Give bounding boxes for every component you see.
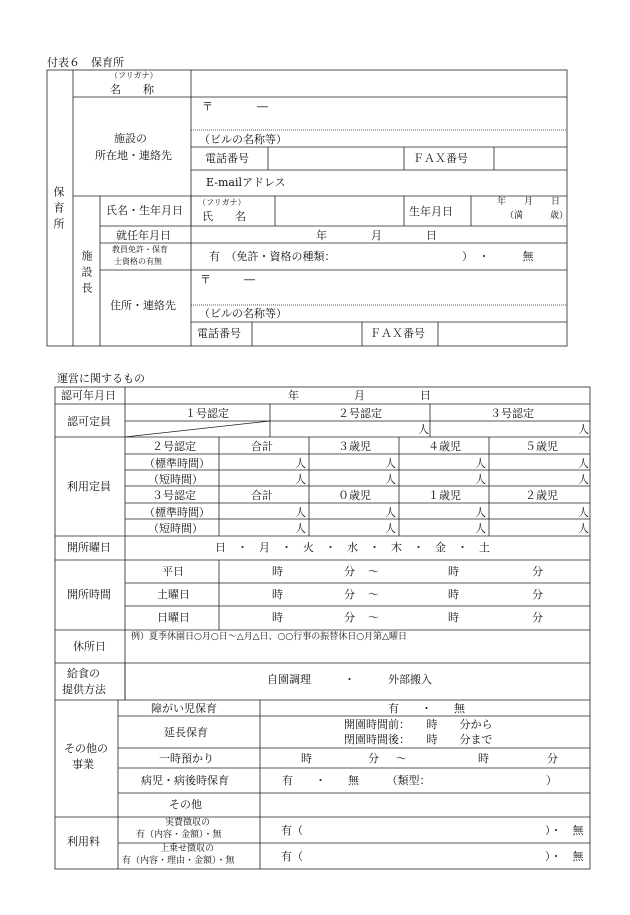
building-name-field-2[interactable]: （ビルの名称等） xyxy=(199,307,287,320)
age5-label: ５歳児 xyxy=(525,440,558,453)
furigana-label: （フリガナ） xyxy=(110,71,158,80)
unit: 人 xyxy=(385,506,396,519)
director-label: 施設長 xyxy=(80,250,93,298)
section-title-operation: 運営に関するもの xyxy=(57,372,145,385)
hour: 時 xyxy=(448,611,459,624)
phone-label: 電話番号 xyxy=(205,152,249,165)
unit: 人 xyxy=(295,457,306,470)
standard-label: （標準時間） xyxy=(144,506,210,519)
auth-date-value: 年 月 日 xyxy=(288,389,431,402)
cert3-short-label: ３号認定 xyxy=(152,489,196,502)
building-name-field[interactable]: （ビルの名称等） xyxy=(199,133,287,146)
total-label: 合計 xyxy=(251,440,273,453)
unit: 人 xyxy=(385,457,396,470)
birth-age: （満 歳） xyxy=(505,211,569,221)
director-name-birth-label: 氏名・生年月日 xyxy=(106,204,183,217)
unit: 人 xyxy=(475,473,486,486)
unit: 人 xyxy=(578,506,589,519)
standard-label: （標準時間） xyxy=(144,457,210,470)
cert2-label: ２号認定 xyxy=(338,407,382,420)
unit: 人 xyxy=(578,473,589,486)
saturday-label: 土曜日 xyxy=(157,588,190,601)
other-label-2: 事業 xyxy=(72,758,94,771)
unit: 人 xyxy=(385,473,396,486)
capacity-label: 認可定員 xyxy=(67,415,111,428)
tilde: ～ xyxy=(368,588,379,601)
unit-cert2: 人 xyxy=(418,423,429,436)
unit-cert3: 人 xyxy=(578,423,589,436)
phone-label-2: 電話番号 xyxy=(197,327,241,340)
fee1-label-2: 有（内容・金額）・無 xyxy=(136,830,222,840)
fee-label: 利用料 xyxy=(67,835,100,848)
unit: 人 xyxy=(295,473,306,486)
meal-label-1: 給食の xyxy=(67,667,100,680)
closed-example[interactable]: 例）夏季休園日○月○日～△月△日、○○行事の振替休日○月第△曜日 xyxy=(131,632,408,642)
disabled-label: 障がい児保育 xyxy=(151,702,217,715)
minute: 分 xyxy=(532,588,543,601)
birth-ymd: 年 月 日 xyxy=(497,197,561,207)
unit: 人 xyxy=(295,506,306,519)
open-days-label: 開所曜日 xyxy=(67,541,111,554)
hour: 時 xyxy=(448,588,459,601)
auth-date-label: 認可年月日 xyxy=(61,389,116,402)
hour: 時 xyxy=(478,752,489,765)
tilde: ～ xyxy=(396,752,407,765)
age4-label: ４歳児 xyxy=(428,440,461,453)
meal-label-2: 提供方法 xyxy=(62,683,106,696)
weekday-label: 平日 xyxy=(162,565,184,578)
usage-label: 利用定員 xyxy=(67,480,111,493)
unit: 人 xyxy=(475,506,486,519)
form-title: 付表６ 保育所 xyxy=(47,56,124,69)
cert1-label: １号認定 xyxy=(185,407,229,420)
unit: 人 xyxy=(578,522,589,535)
minute: 分 xyxy=(344,588,355,601)
tilde: ～ xyxy=(368,565,379,578)
email-label: E-mailアドレス xyxy=(206,176,286,189)
ext-before[interactable]: 開園時間前： 時 分から xyxy=(344,718,493,731)
fee2-label-1: 上乗せ徴収の xyxy=(160,844,215,854)
total-label: 合計 xyxy=(251,489,273,502)
fax-label-2: ＦＡＸ番号 xyxy=(370,327,425,340)
sick-value[interactable]: 有 ・ 無 （類型： ） xyxy=(282,774,557,787)
age3-label: ３歳児 xyxy=(338,440,371,453)
meal-value[interactable]: 自園調理 ・ 外部搬入 xyxy=(267,673,432,686)
minute: 分 xyxy=(532,611,543,624)
director-furigana-label: （フリガナ） xyxy=(198,198,246,207)
license-value[interactable]: 有 （免許・資格の種類： ） ・ 無 xyxy=(209,250,534,263)
sunday-label: 日曜日 xyxy=(157,611,190,624)
appoint-ymd: 年 月 日 xyxy=(316,229,437,242)
unit: 人 xyxy=(385,522,396,535)
fee2-label-2: 有（内容・理由・金額）・無 xyxy=(122,856,235,866)
minute: 分 xyxy=(344,611,355,624)
short-label: （短時間） xyxy=(148,473,203,486)
appoint-label: 就任年月日 xyxy=(116,229,171,242)
unit: 人 xyxy=(475,457,486,470)
license-label-1: 教員免許・保育 xyxy=(112,245,168,254)
unit: 人 xyxy=(475,522,486,535)
sick-label: 病児・病後時保育 xyxy=(141,774,229,787)
temp-label: 一時預かり xyxy=(159,752,214,765)
unit: 人 xyxy=(295,522,306,535)
hour: 時 xyxy=(448,565,459,578)
minute: 分 xyxy=(547,752,558,765)
disabled-value[interactable]: 有 ・ 無 xyxy=(388,702,465,715)
cert2-short-label: ２号認定 xyxy=(152,440,196,453)
hour: 時 xyxy=(272,611,283,624)
unit: 人 xyxy=(578,457,589,470)
open-days-value[interactable]: 日 ・ 月 ・ 火 ・ 水 ・ 木 ・ 金 ・ 土 xyxy=(215,541,490,554)
minute: 分 xyxy=(532,565,543,578)
location-label-1: 施設の xyxy=(114,132,147,145)
section-label-nursery: 保育所 xyxy=(52,186,65,234)
other-label-1: その他の xyxy=(64,742,108,755)
others-label: その他 xyxy=(169,798,202,811)
closed-label: 休所日 xyxy=(73,640,106,653)
hour: 時 xyxy=(272,588,283,601)
age0-label: ０歳児 xyxy=(338,489,371,502)
fee1-label-1: 実費徴収の xyxy=(165,818,211,828)
fee2-value[interactable]: 有（ ）・ 無 xyxy=(281,850,584,863)
location-label-2: 所在地・連絡先 xyxy=(95,149,172,162)
fax-label: ＦＡＸ番号 xyxy=(413,152,468,165)
name-label: 名 称 xyxy=(110,83,154,96)
extended-label: 延長保育 xyxy=(164,726,208,739)
hour: 時 xyxy=(301,752,312,765)
address-label: 住所・連絡先 xyxy=(110,299,176,312)
minute: 分 xyxy=(344,565,355,578)
age1-label: １歳児 xyxy=(428,489,461,502)
birth-label: 生年月日 xyxy=(409,205,453,218)
cert3-label: ３号認定 xyxy=(490,407,534,420)
minute: 分 xyxy=(368,752,379,765)
tilde: ～ xyxy=(368,611,379,624)
fee1-value[interactable]: 有（ ）・ 無 xyxy=(281,824,584,837)
postal-field-2[interactable]: 〒 ― xyxy=(200,273,255,286)
open-hours-label: 開所時間 xyxy=(67,588,111,601)
age2-label: ２歳児 xyxy=(525,489,558,502)
director-name-label: 氏 名 xyxy=(202,210,246,223)
ext-after[interactable]: 閉園時間後： 時 分まで xyxy=(344,733,493,746)
hour: 時 xyxy=(272,565,283,578)
license-label-2: 士資格の有無 xyxy=(114,257,162,266)
postal-field[interactable]: 〒 ― xyxy=(202,100,268,113)
short-label: （短時間） xyxy=(148,522,203,535)
